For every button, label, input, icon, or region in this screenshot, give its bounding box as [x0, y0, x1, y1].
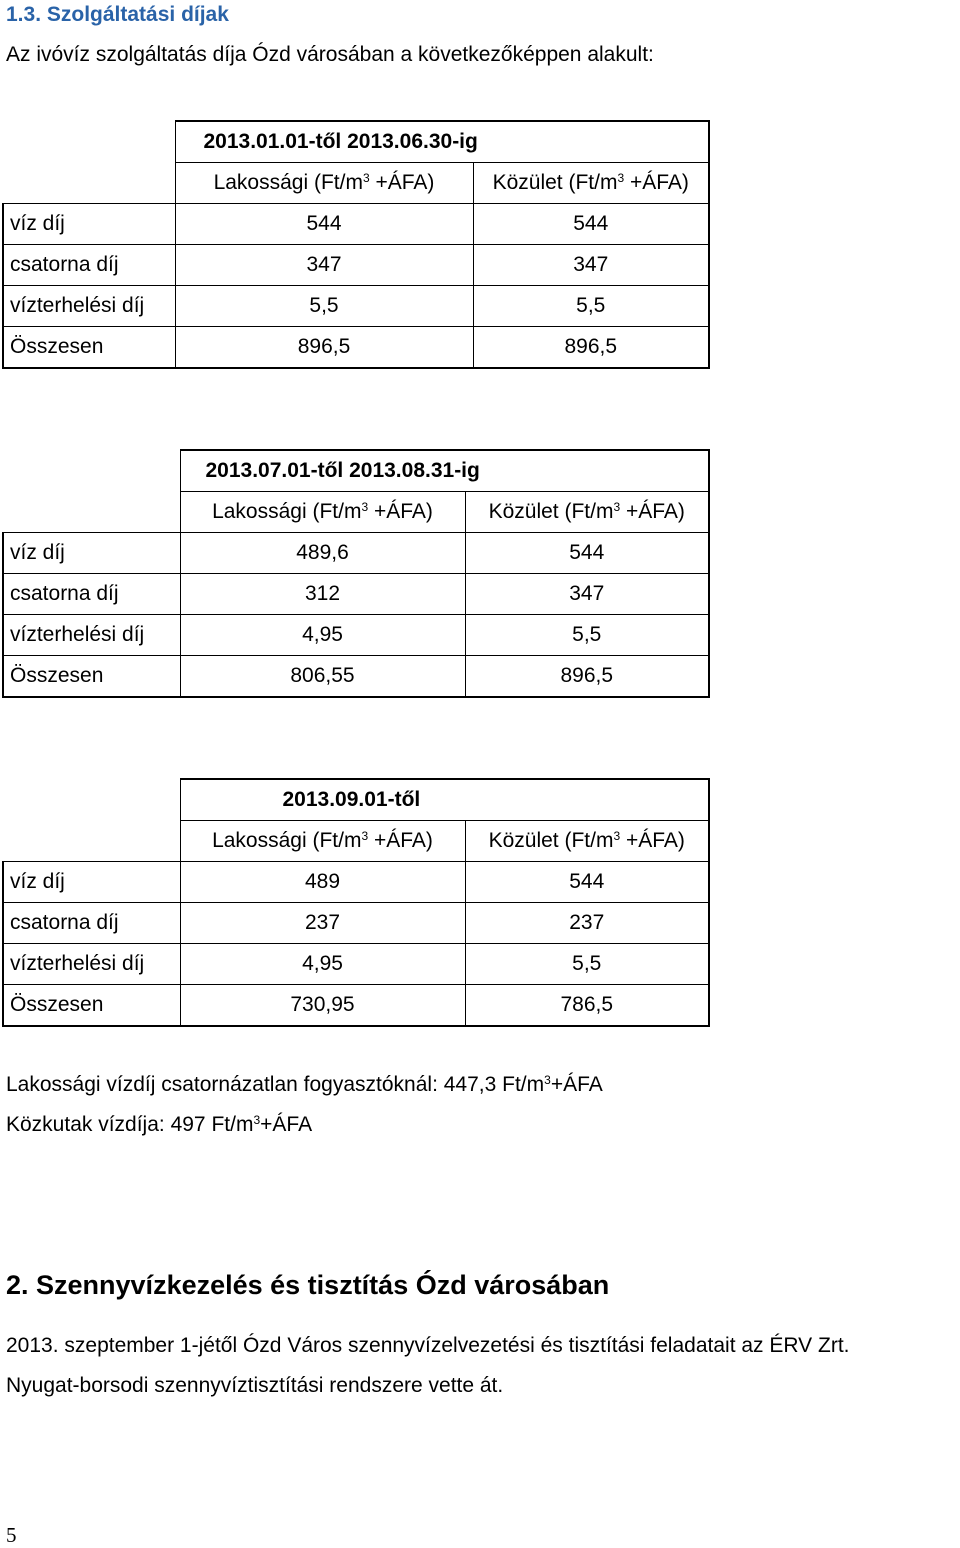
table-row: vízterhelési díj 4,95 5,5 — [3, 615, 709, 656]
note-unsewered-rate: Lakossági vízdíj csatornázatlan fogyasztóknál: 447,3 $Ft/m^3+ÁFA$ — [6, 1073, 603, 1096]
section-heading: 1.3. Szolgáltatási díjak — [6, 3, 229, 26]
table-row: csatorna díj 347 347 — [3, 245, 709, 286]
table-row: Összesen 896,5 896,5 — [3, 327, 709, 369]
table-row: csatorna díj 237 237 — [3, 903, 709, 944]
col-header-public: Közület ($Ft/m^3$ +ÁFA) — [465, 492, 709, 533]
note-public-well-rate: Közkutak vízdíja: 497 $Ft/m^3+ÁFA$ — [6, 1113, 313, 1136]
table-period: 2013.09.01-től — [180, 779, 709, 821]
table-period: 2013.07.01-től 2013.08.31-ig — [180, 450, 709, 492]
table-row: csatorna díj 312 347 — [3, 574, 709, 615]
table-period: 2013.01.01-től 2013.06.30-ig — [175, 121, 709, 163]
section2-paragraph-line1: 2013. szeptember 1-jétől Ózd Város szennyvízelvezetési és tisztítási feladatait az ÉRV Zrt. — [6, 1334, 850, 1357]
table-row: Összesen 730,95 786,5 — [3, 985, 709, 1027]
table-row: víz díj 544 544 — [3, 204, 709, 245]
col-header-public: Közület ($Ft/m^3$ +ÁFA) — [465, 821, 709, 862]
fee-table-3 — [2, 778, 710, 1027]
table-row: vízterhelési díj 4,95 5,5 — [3, 944, 709, 985]
col-header-public: Közület ($Ft/m^3$ +ÁFA) — [473, 163, 709, 204]
fee-table-2 — [2, 449, 710, 698]
intro-text: Az ivóvíz szolgáltatás díja Ózd városában a következőképpen alakult: — [6, 43, 654, 66]
page-number: 5 — [6, 1523, 17, 1547]
table-row: víz díj 489,6 544 — [3, 533, 709, 574]
fee-table-1 — [2, 120, 710, 369]
section2-paragraph-line2: Nyugat-borsodi szennyvíztisztítási rendszere vette át. — [6, 1374, 504, 1397]
col-header-residential: Lakossági ($Ft/m^3$ +ÁFA) — [180, 492, 465, 533]
col-header-residential: Lakossági ($Ft/m^3$ +ÁFA) — [180, 821, 465, 862]
col-header-residential: Lakossági ($Ft/m^3$ +ÁFA) — [175, 163, 473, 204]
table-row: víz díj 489 544 — [3, 862, 709, 903]
section2-heading: 2. Szennyvízkezelés és tisztítás Ózd városában — [6, 1270, 610, 1300]
table-row: Összesen 806,55 896,5 — [3, 656, 709, 698]
table-row: vízterhelési díj 5,5 5,5 — [3, 286, 709, 327]
